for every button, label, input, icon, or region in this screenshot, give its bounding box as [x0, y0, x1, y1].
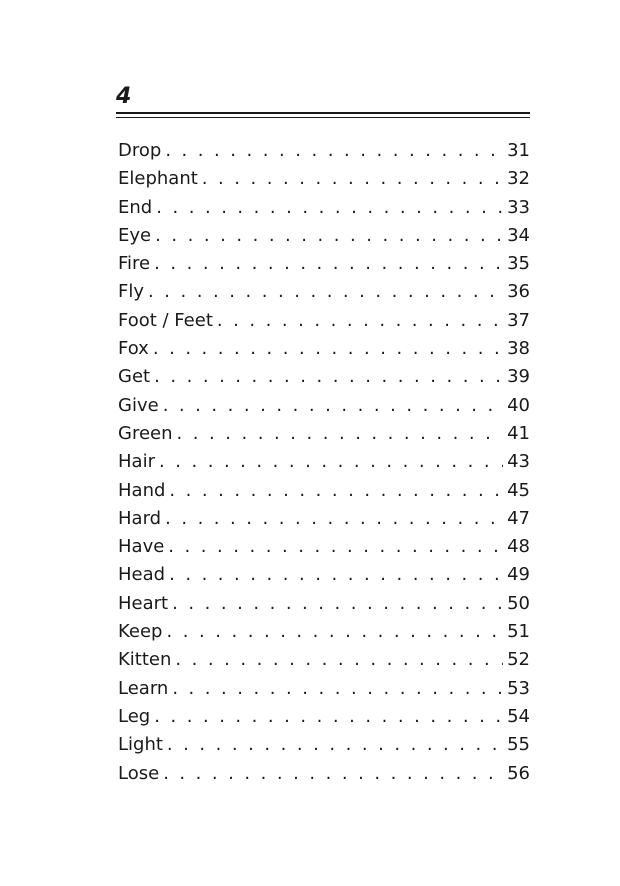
- toc-entry-page: 55: [507, 734, 530, 756]
- dot-leader: [169, 561, 503, 589]
- toc-entry-title: Head: [118, 564, 166, 586]
- toc-entry-title: Foot / Feet: [118, 309, 213, 331]
- toc-entry: [118, 165, 530, 193]
- toc-entry-title: Hand: [118, 479, 166, 501]
- toc-entry: [118, 392, 530, 420]
- dot-leader: [163, 760, 503, 788]
- toc-entry: [118, 561, 530, 589]
- toc-entry: [118, 731, 530, 759]
- toc-entry-page: 47: [507, 507, 530, 529]
- toc-entry-page: 41: [507, 422, 530, 444]
- toc-entry: [118, 618, 530, 646]
- toc-entry-page: 39: [507, 366, 530, 388]
- toc-entry: [118, 760, 530, 788]
- toc-entry-page: 49: [507, 564, 530, 586]
- dot-leader: [169, 477, 503, 505]
- toc-entry-page: 52: [507, 649, 530, 671]
- dot-leader: [168, 533, 503, 561]
- dot-leader: [165, 505, 503, 533]
- toc-entry-page: 53: [507, 677, 530, 699]
- dot-leader: [155, 222, 503, 250]
- dot-leader: [154, 363, 503, 391]
- toc-entry: [118, 533, 530, 561]
- dot-leader: [172, 590, 503, 618]
- toc-entry: [118, 477, 530, 505]
- toc-entry-page: 45: [507, 479, 530, 501]
- toc-entry-title: Kitten: [118, 649, 172, 671]
- toc-entry-page: 36: [507, 281, 530, 303]
- toc-entry: [118, 335, 530, 363]
- toc-entry: [118, 505, 530, 533]
- page-number: 4: [116, 84, 132, 109]
- toc-entry: [118, 675, 530, 703]
- dot-leader: [153, 335, 503, 363]
- toc-entry-title: Eye: [118, 224, 152, 246]
- toc-entry-title: Hard: [118, 507, 162, 529]
- dot-leader: [163, 392, 503, 420]
- toc-entry: [118, 590, 530, 618]
- dot-leader: [154, 250, 503, 278]
- toc-entry-page: 48: [507, 536, 530, 558]
- dot-leader: [167, 731, 503, 759]
- toc-entry-page: 56: [507, 762, 530, 784]
- toc-entry-title: Fox: [118, 338, 149, 360]
- toc-entry-title: Fire: [118, 253, 151, 275]
- dot-leader: [202, 165, 503, 193]
- toc-entry-title: End: [118, 196, 153, 218]
- toc-entry-page: 50: [507, 592, 530, 614]
- toc-entry-page: 43: [507, 451, 530, 473]
- toc-entry-title: Drop: [118, 140, 162, 161]
- toc-entry: [118, 250, 530, 278]
- toc-entry-page: 35: [507, 253, 530, 275]
- toc-entry-title: Lose: [118, 762, 160, 784]
- table-of-contents: [118, 137, 530, 788]
- toc-entry-title: Give: [118, 394, 159, 416]
- toc-entry-title: Leg: [118, 705, 151, 727]
- toc-entry-title: Heart: [118, 592, 169, 614]
- toc-entry-page: 37: [507, 309, 530, 331]
- toc-entry-title: Hair: [118, 451, 155, 473]
- dot-leader: [175, 646, 503, 674]
- toc-entry-title: Green: [118, 422, 173, 444]
- toc-entry-page: 51: [507, 621, 530, 643]
- dot-leader: [165, 137, 503, 165]
- dot-leader: [177, 420, 504, 448]
- toc-entry-title: Elephant: [118, 168, 198, 190]
- toc-entry-page: 32: [507, 168, 530, 190]
- toc-entry-page: 54: [507, 705, 530, 727]
- toc-entry-title: Learn: [118, 677, 169, 699]
- toc-entry: [118, 278, 530, 306]
- dot-leader: [156, 194, 503, 222]
- toc-entry: [118, 194, 530, 222]
- header-rule-thick: [116, 112, 530, 114]
- toc-entry-page: 38: [507, 338, 530, 360]
- toc-entry-title: Fly: [118, 281, 145, 303]
- dot-leader: [172, 675, 503, 703]
- dot-leader: [154, 703, 503, 731]
- toc-entry-title: Light: [118, 734, 163, 756]
- dot-leader: [159, 448, 503, 476]
- dot-leader: [217, 307, 503, 335]
- toc-entry-page: 31: [507, 140, 530, 161]
- dot-leader: [148, 278, 503, 306]
- toc-entry: [118, 646, 530, 674]
- toc-entry-title: Have: [118, 536, 165, 558]
- dot-leader: [166, 618, 503, 646]
- toc-entry-page: 33: [507, 196, 530, 218]
- toc-entry-page: 34: [507, 224, 530, 246]
- toc-entry: [118, 420, 530, 448]
- toc-entry: [118, 448, 530, 476]
- toc-entry-title: Keep: [118, 621, 163, 643]
- toc-entry-title: Get: [118, 366, 151, 388]
- toc-entry: [118, 307, 530, 335]
- toc-entry: [118, 137, 530, 165]
- toc-entry-page: 40: [507, 394, 530, 416]
- header-rule-thin: [116, 117, 530, 118]
- toc-entry: [118, 703, 530, 731]
- toc-entry: [118, 363, 530, 391]
- toc-entry: [118, 222, 530, 250]
